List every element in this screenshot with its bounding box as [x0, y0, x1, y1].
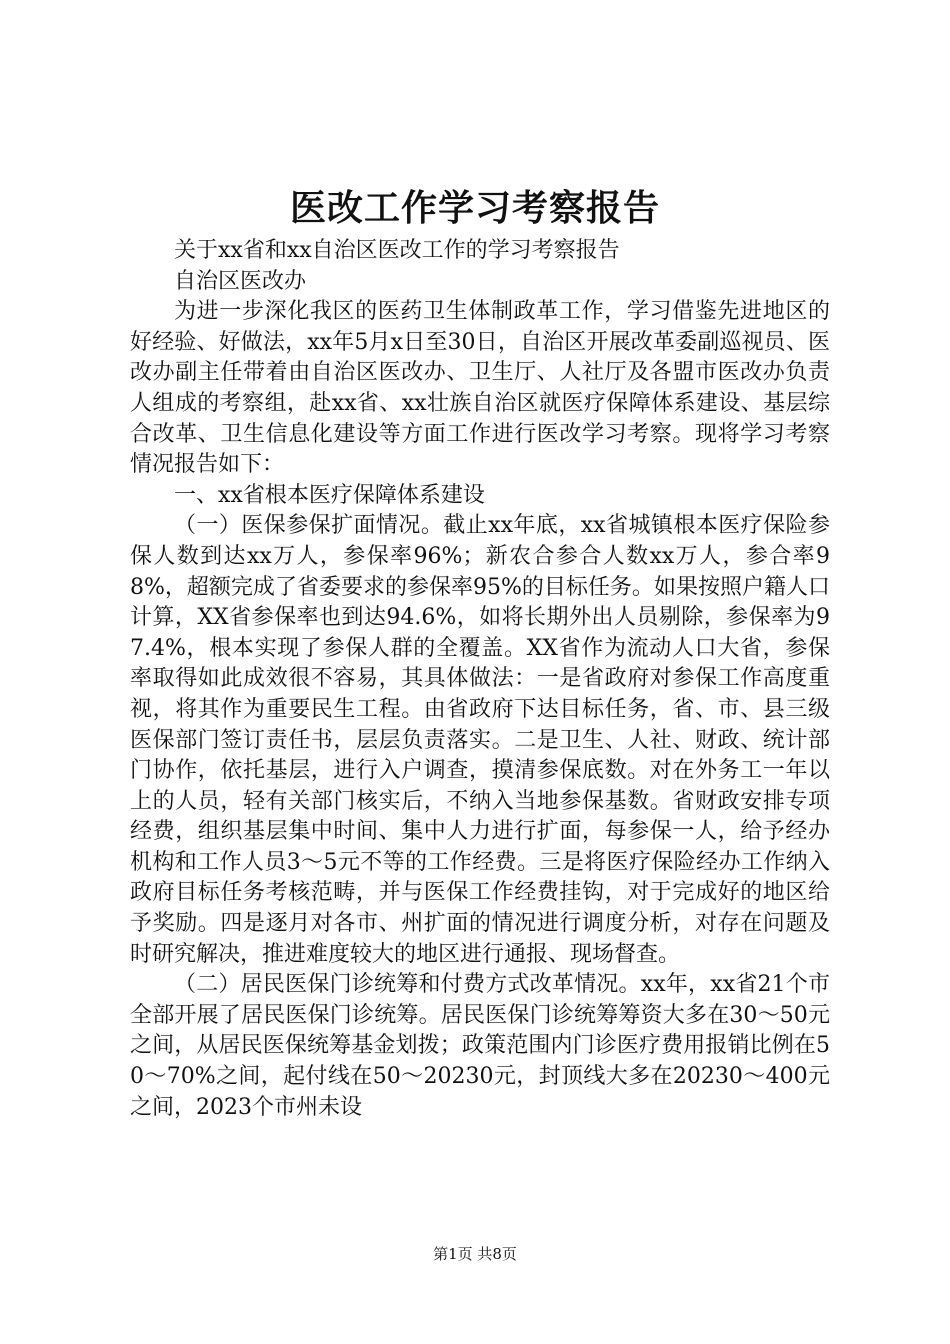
- body-paragraph-2: （二）居民医保门诊统筹和付费方式改革情况。xx年，xx省21个市全部开展了居民医保门诊统筹。居民医保门诊统筹筹资大多在30～50元之间，从居民医保统筹基金划拨；政策范围内门诊医疗费用报销比例在50～70%之间，起付线在50～20230元，封顶线大多在20230～400元之间，2023个市州未设: [130, 972, 831, 1120]
- report-subtitle: 关于xx省和xx自治区医改工作的学习考察报告: [174, 238, 620, 263]
- section-heading-1: 一、xx省根本医疗保障体系建设: [174, 482, 485, 508]
- report-author: 自治区医改办: [174, 268, 307, 294]
- body-paragraph-1: （一）医保参保扩面情况。截止xx年底，xx省城镇根本医疗保险参保人数到达xx万人，参保率96%；新农合参合人数xx万人，参合率98%，超额完成了省委要求的参保率95%的目标任务。如果按照户籍人口计算，XX省参保率也到达94.6%，如将长期外出人员剔除，参保率为97.4%，根本实现了参保人群的全覆盖。XX省作为流动人口大省，参保率取得如此成效很不容易，其具体做法：一是省政府对参保工作高度重视，将其作为重要民生工程。由省政府下达目标任务，省、市、县三级医保部门签订责任书，层层负责落实。二是卫生、人社、财政、统计部门协作，依托基层，进行入户调查，摸清参保底数。对在外务工一年以上的人员，轻有关部门核实后，不纳入当地参保基数。省财政安排专项经费，组织基层集中时间、集中人力进行扩面，每参保一人，给予经办机构和工作人员3～5元不等的工作经费。三是将医疗保险经办工作纳入政府目标任务考核范畴，并与医保工作经费挂钩，对于完成好的地区给予奖励。四是逐月对各市、州扩面的情况进行调度分析，对存在问题及时研究解决，推进难度较大的地区进行通报、现场督查。: [130, 513, 830, 967]
- document-body: [130, 236, 830, 1123]
- body-paragraph-intro: 为进一步深化我区的医药卫生体制政革工作，学习借鉴先进地区的好经验、好做法，xx年5月x日至30日，自治区开展改革委副巡视员、医改办副主任带着由自治区医改办、卫生厅、人社厅及各盟市医改办负责人组成的考察组，赴xx省、xx壮族自治区就医疗保障体系建设、基层综合改革、卫生信息化建设等方面工作进行医改学习考察。现将学习考察情况报告如下：: [130, 299, 830, 478]
- document-title: 医改工作学习考察报告: [289, 187, 660, 229]
- page-number: 第1页 共8页: [433, 1245, 517, 1263]
